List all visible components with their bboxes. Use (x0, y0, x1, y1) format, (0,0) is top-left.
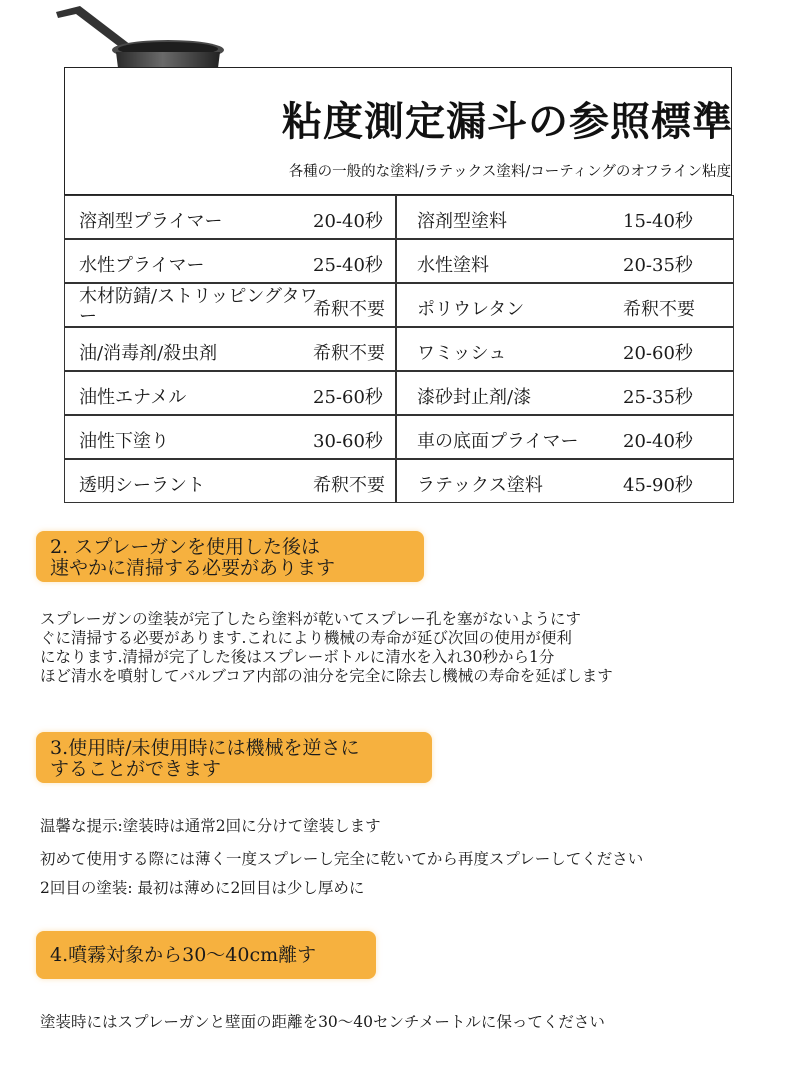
table-row (64, 195, 734, 239)
paint-type-label: 油性エナメル (79, 387, 187, 408)
table-row (64, 327, 734, 371)
paint-type-label: 漆砂封止剤/漆 (417, 387, 532, 408)
table-cell (64, 283, 396, 327)
section-2-label (36, 531, 424, 582)
section-2-label-line2: 速やかに清掃する必要があります (50, 557, 336, 579)
section-3-label-line2: することができます (50, 758, 222, 780)
table-row (64, 371, 734, 415)
table-cell (396, 459, 734, 503)
paint-type-label: 水性塗料 (417, 255, 489, 276)
viscosity-table (64, 195, 734, 502)
table-cell (396, 239, 734, 283)
paint-type-label: 溶剤型プライマー (79, 211, 223, 232)
table-cell (396, 195, 734, 239)
table-cell (396, 415, 734, 459)
viscosity-value: 希釈不要 (313, 299, 385, 320)
viscosity-value: 希釈不要 (313, 343, 385, 364)
paint-type-label: ラテックス塗料 (417, 475, 543, 496)
table-row (64, 459, 734, 503)
paint-type-label: 油性下塗り (79, 431, 169, 452)
viscosity-value: 20-35秒 (623, 255, 693, 276)
section-2-label-line1: 2. スプレーガンを使用した後は (50, 536, 321, 558)
paint-type-label: 車の底面プライマー (417, 431, 579, 452)
table-cell (64, 195, 396, 239)
table-row (64, 415, 734, 459)
paragraph-line: ほど清水を噴射してバルブコア内部の油分を完全に除去し機械の寿命を延ばします (40, 667, 613, 685)
viscosity-value: 15-40秒 (623, 211, 693, 232)
viscosity-value: 25-40秒 (313, 255, 383, 276)
viscosity-value: 20-60秒 (623, 343, 693, 364)
viscosity-value: 45-90秒 (623, 475, 693, 496)
viscosity-value: 20-40秒 (623, 431, 693, 452)
tip-line: 温馨な提示:塗装時は通常2回に分けて塗装します (40, 817, 381, 835)
table-cell (396, 283, 734, 327)
paint-type-label: ワミッシュ (417, 343, 507, 364)
table-row (64, 239, 734, 283)
paragraph-line: スプレーガンの塗装が完了したら塗料が乾いてスプレー孔を塞がないようにす (40, 610, 581, 628)
table-row (64, 283, 734, 327)
section-4-text: 塗装時にはスプレーガンと壁面の距離を30～40センチメートルに保ってください (40, 1013, 605, 1031)
paragraph-line: になります.清掃が完了した後はスプレーボトルに清水を入れ30秒から1分 (40, 648, 555, 666)
paint-type-label: 木材防錆/ストリッピングタワー (79, 286, 318, 327)
table-cell (64, 239, 396, 283)
paint-type-label: ポリウレタン (417, 299, 525, 320)
table-cell (396, 327, 734, 371)
paint-type-label: 透明シーラント (79, 475, 205, 496)
table-cell (64, 327, 396, 371)
viscosity-value: 20-40秒 (313, 211, 383, 232)
viscosity-value: 希釈不要 (623, 299, 695, 320)
page-title: 粘度測定漏斗の参照標準 (282, 98, 733, 145)
viscosity-value: 25-35秒 (623, 387, 693, 408)
section-3-label (36, 732, 432, 783)
viscosity-value: 30-60秒 (313, 431, 383, 452)
section-3-label-line1: 3.使用時/未使用時には機械を逆さに (50, 737, 360, 759)
table-cell (64, 415, 396, 459)
tip-line: 初めて使用する際には薄く一度スプレーし完全に乾いてから再度スプレーしてください (40, 850, 644, 868)
viscosity-value: 希釈不要 (313, 475, 385, 496)
tip-line: 2回目の塗装: 最初は薄めに2回目は少し厚めに (40, 879, 365, 897)
table-cell (64, 459, 396, 503)
viscosity-value: 25-60秒 (313, 387, 383, 408)
table-cell (64, 371, 396, 415)
section-4-label: 4.噴霧対象から30～40cm離す (36, 931, 376, 979)
header-box (64, 67, 732, 195)
paragraph-line: ぐに清掃する必要があります.これにより機械の寿命が延び次回の使用が便利 (40, 629, 572, 647)
section-2-text (40, 610, 613, 686)
paint-type-label: 水性プライマー (79, 255, 205, 276)
paint-type-label: 溶剤型塗料 (417, 211, 507, 232)
table-cell (396, 371, 734, 415)
paint-type-label: 油/消毒剤/殺虫剤 (79, 343, 218, 364)
page-subtitle: 各種の一般的な塗料/ラテックス塗料/コーティングのオフライン粘度 (288, 164, 731, 180)
